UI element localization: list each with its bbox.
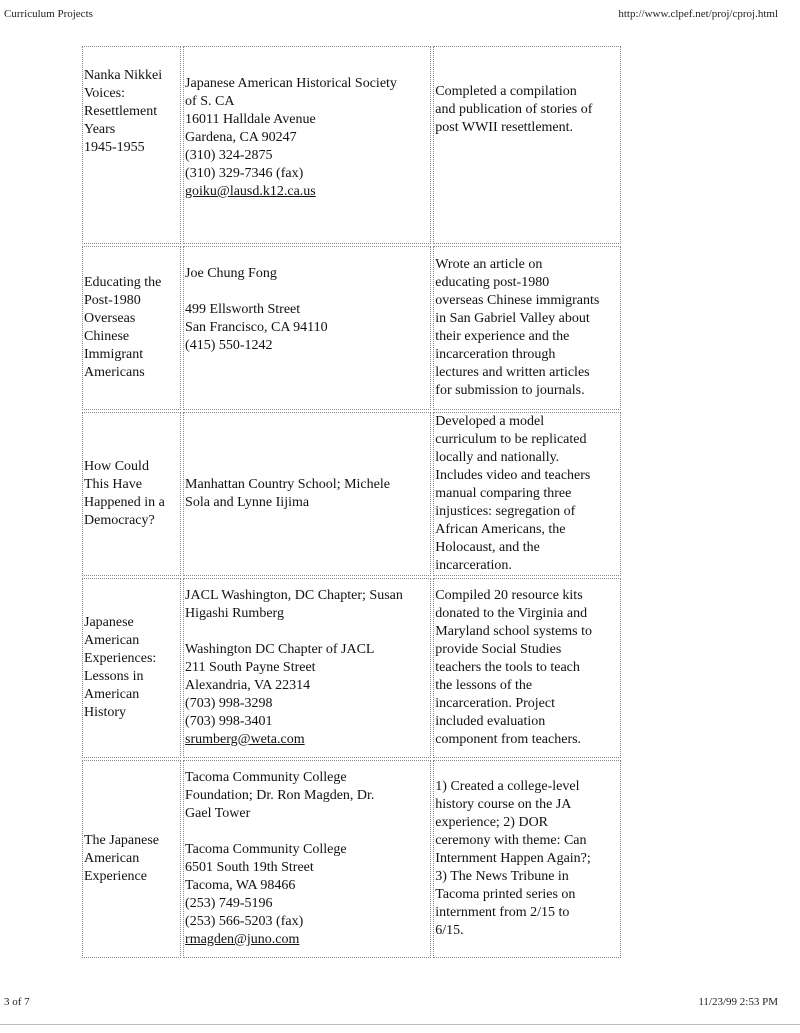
table-row [82,760,621,958]
print-datetime: 11/23/99 2:53 PM [698,996,778,1008]
project-title-line: Lessons in [84,669,144,684]
description-line: incarceration through [435,347,556,362]
contact-line: (310) 329-7346 (fax) [185,166,304,181]
project-title-line: History [84,705,126,720]
project-title-line: Nanka Nikkei [84,68,163,83]
project-title-cell [82,46,181,244]
contact-line: 6501 South 19th Street [185,860,314,875]
description-line: Compiled 20 resource kits [435,588,583,603]
table-row [82,246,621,410]
description-line: incarceration. Project [435,696,555,711]
description-line: in San Gabriel Valley about [435,311,590,326]
description-line: educating post-1980 [435,275,550,290]
description-cell [433,46,621,244]
description-line: incarceration. [435,558,512,573]
contact-line: Foundation; Dr. Ron Magden, Dr. [185,788,375,803]
project-title-line: American [84,851,140,866]
contact-line: Washington DC Chapter of JACL [185,642,375,657]
description-line: teachers the tools to teach [435,660,580,675]
contact-cell [183,412,431,576]
description-line: overseas Chinese immigrants [435,293,600,308]
project-title-line: Educating the [84,275,162,290]
contact-cell [183,246,431,410]
project-title-line: How Could [84,459,149,474]
description-line: experience; 2) DOR [435,815,549,830]
description-line: curriculum to be replicated [435,432,587,447]
description-line: African Americans, the [435,522,566,537]
contact-line: Gael Tower [185,806,251,821]
project-title-line: Democracy? [84,513,155,528]
description-line: 6/15. [435,923,464,938]
description-line: Completed a compilation [435,84,577,99]
contact-line: JACL Washington, DC Chapter; Susan [185,588,403,603]
description-line: post WWII resettlement. [435,120,574,135]
contact-line: Tacoma, WA 98466 [185,878,296,893]
project-title-line: Experience [84,869,147,884]
description-line: 1) Created a college-level [435,779,580,794]
project-title-line: Post-1980 [84,293,141,308]
contact-line: Japanese American Historical Society [185,76,397,91]
table-row [82,412,621,576]
contact-line: Manhattan Country School; Michele [185,477,390,492]
project-title-line: Resettlement [84,104,158,119]
contact-line: (703) 998-3401 [185,714,273,729]
project-title-cell [82,246,181,410]
contact-cell [183,760,431,958]
description-line: the lessons of the [435,678,533,693]
description-line: manual comparing three [435,486,572,501]
email-link[interactable]: rmagden@juno.com [185,932,300,947]
description-line: Maryland school systems to [435,624,592,639]
page-number: 3 of 7 [4,996,30,1008]
project-title-line: Overseas [84,311,136,326]
contact-line: (253) 749-5196 [185,896,273,911]
contact-line: 211 South Payne Street [185,660,316,675]
contact-line: (310) 324-2875 [185,148,273,163]
description-line: for submission to journals. [435,383,585,398]
contact-cell [183,578,431,758]
description-line: injustices: segregation of [435,504,576,519]
description-line: Tacoma printed series on [435,887,576,902]
projects-table [80,44,623,960]
project-title-cell [82,578,181,758]
description-line: Internment Happen Again?; [435,851,591,866]
contact-line: Joe Chung Fong [185,266,277,281]
description-line: donated to the Virginia and [435,606,588,621]
description-cell [433,412,621,576]
project-title-cell [82,412,181,576]
project-title-line: Chinese [84,329,130,344]
project-title-line: Americans [84,365,145,380]
contact-line: 16011 Halldale Avenue [185,112,316,127]
description-line: component from teachers. [435,732,582,747]
description-cell [433,760,621,958]
project-title-line: American [84,633,140,648]
description-line: 3) The News Tribune in [435,869,569,884]
project-title-line: This Have [84,477,142,492]
table-row [82,46,621,244]
description-line: locally and nationally. [435,450,560,465]
contact-line: Higashi Rumberg [185,606,284,621]
description-line: Developed a model [435,414,545,429]
description-line: included evaluation [435,714,546,729]
project-title-line: American [84,687,140,702]
contact-line: Alexandria, VA 22314 [185,678,311,693]
page-header-title: Curriculum Projects [4,8,93,20]
project-title-cell [82,760,181,958]
description-line: Includes video and teachers [435,468,591,483]
contact-cell [183,46,431,244]
description-cell [433,246,621,410]
project-title-line: 1945-1955 [84,140,145,155]
description-line: ceremony with theme: Can [435,833,587,848]
description-cell [433,578,621,758]
project-title-line: Years [84,122,116,137]
project-title-line: Immigrant [84,347,144,362]
contact-line: Tacoma Community College [185,770,347,785]
bottom-divider [0,1024,800,1025]
contact-line: of S. CA [185,94,235,109]
description-line: internment from 2/15 to [435,905,570,920]
description-line: lectures and written articles [435,365,590,380]
contact-line: Tacoma Community College [185,842,347,857]
project-title-line: Experiences: [84,651,157,666]
project-title-line: Voices: [84,86,125,101]
project-title-line: Japanese [84,615,134,630]
contact-line: (703) 998-3298 [185,696,273,711]
contact-line: (253) 566-5203 (fax) [185,914,304,929]
project-title-line: The Japanese [84,833,160,848]
contact-line: (415) 550-1242 [185,338,273,353]
description-line: history course on the JA [435,797,572,812]
contact-line: San Francisco, CA 94110 [185,320,328,335]
description-line: their experience and the [435,329,570,344]
description-line: provide Social Studies [435,642,562,657]
description-line: Holocaust, and the [435,540,540,555]
description-line: and publication of stories of [435,102,593,117]
table-row [82,578,621,758]
description-line: Wrote an article on [435,257,543,272]
project-title-line: Happened in a [84,495,165,510]
contact-line: Gardena, CA 90247 [185,130,297,145]
email-link[interactable]: srumberg@weta.com [185,732,305,747]
email-link[interactable]: goiku@lausd.k12.ca.us [185,184,316,199]
contact-line: 499 Ellsworth Street [185,302,301,317]
contact-line: Sola and Lynne Iijima [185,495,310,510]
page-header-url: http://www.clpef.net/proj/cproj.html [618,8,778,20]
